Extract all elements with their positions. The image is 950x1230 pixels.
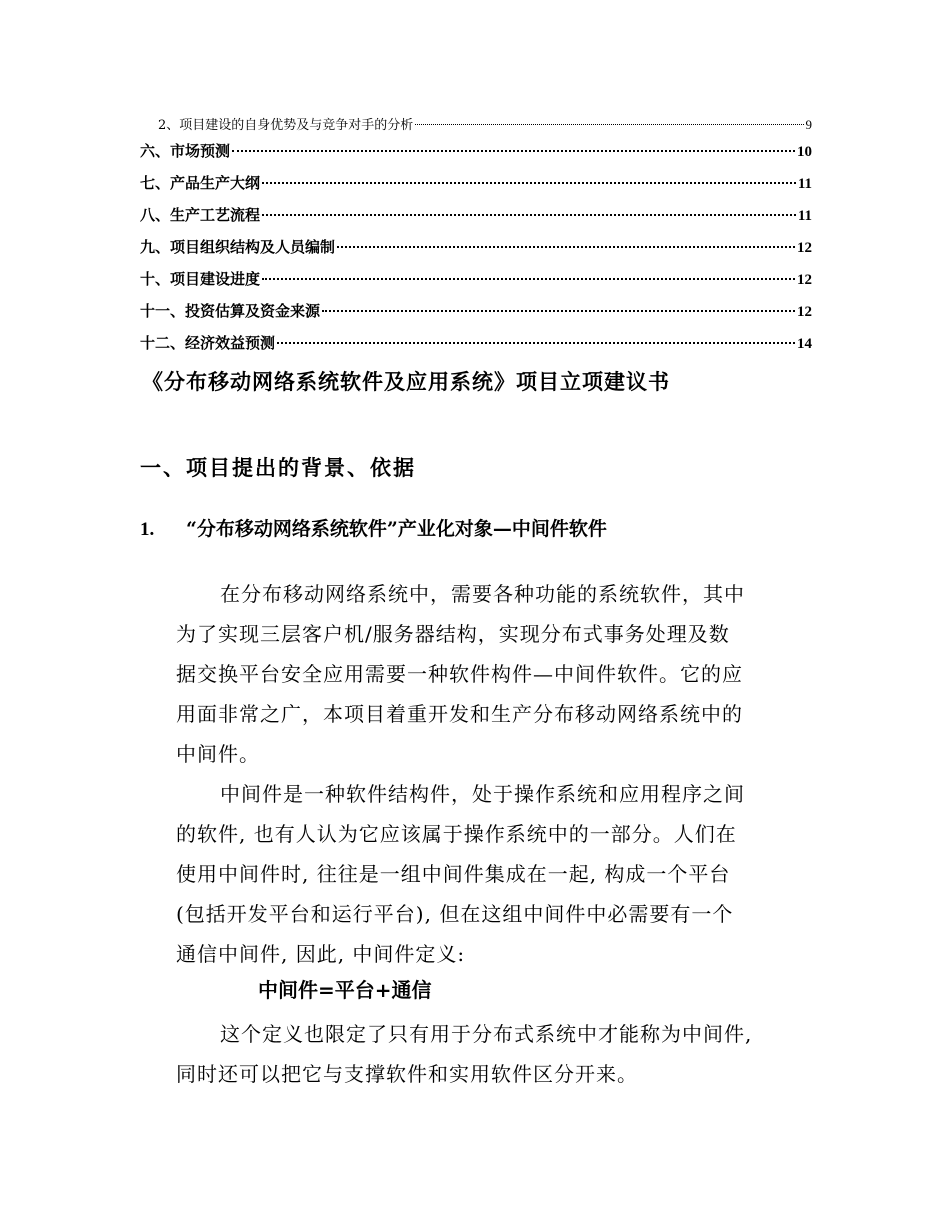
- toc-entry-label: 十一、投资估算及资金来源: [140, 302, 321, 320]
- toc-leader-dots: [322, 310, 795, 312]
- subsection-heading: [140, 514, 607, 541]
- toc-entry-label: 七、产品生产大纲: [140, 174, 261, 192]
- toc-entry-label: 六、市场预测: [140, 142, 231, 160]
- toc-entry[interactable]: [140, 332, 812, 364]
- toc-entry[interactable]: [140, 300, 812, 332]
- toc-entry-page: 12: [797, 240, 812, 256]
- paragraph-line: 这个定义也限定了只有用于分布式系统中才能称为中间件,: [220, 1022, 753, 1046]
- paragraph-line: (包括开发平台和运行平台), 但在这组中间件中必需要有一个: [176, 902, 734, 926]
- subsection-number: 1.: [140, 519, 155, 540]
- paragraph-line: 用面非常之广，本项目着重开发和生产分布移动网络系统中的: [176, 702, 743, 726]
- definition-formula: 中间件=平台+通信: [258, 978, 432, 1002]
- toc-leader-dots: [262, 182, 796, 184]
- body-paragraph: [176, 574, 816, 774]
- document-title: 《分布移动网络系统软件及应用系统》项目立项建议书: [142, 369, 670, 394]
- paragraph-line: 据交换平台安全应用需要一种软件构件—中间件软件。它的应: [176, 662, 743, 686]
- toc-leader-dots: [277, 342, 795, 344]
- toc-entry-label: 九、项目组织结构及人员编制: [140, 238, 336, 256]
- toc-entry-page: 11: [797, 176, 812, 192]
- toc-entry[interactable]: [140, 172, 812, 204]
- toc-entry[interactable]: [140, 236, 812, 268]
- paragraph-line: 中间件是一种软件结构件，处于操作系统和应用程序之间: [220, 782, 745, 806]
- paragraph-line: 的软件, 也有人认为它应该属于操作系统中的一部分。人们在: [176, 822, 737, 846]
- paragraph-line: 同时还可以把它与支撑软件和实用软件区分开来。: [176, 1062, 638, 1086]
- toc-entry[interactable]: [140, 140, 812, 172]
- toc-leader-dots: [262, 214, 796, 216]
- table-of-contents: [140, 114, 812, 364]
- section-heading: 一、项目提出的背景、依据: [140, 455, 416, 480]
- toc-entry[interactable]: [140, 204, 812, 236]
- toc-entry-page: 10: [797, 144, 812, 160]
- paragraph-line: 使用中间件时, 往往是一组中间件集成在一起, 构成一个平台: [176, 862, 731, 886]
- toc-entry[interactable]: [140, 114, 812, 140]
- subsection-title: “分布移动网络系统软件”产业化对象—中间件软件: [186, 518, 607, 540]
- toc-entry-page: 9: [805, 117, 812, 132]
- paragraph-line: 通信中间件, 因此, 中间件定义:: [176, 942, 466, 966]
- toc-entry-label: 2、项目建设的自身优势及与竞争对手的分析: [158, 118, 414, 133]
- toc-entry-label: 十二、经济效益预测: [140, 334, 276, 352]
- paragraph-line: 在分布移动网络系统中，需要各种功能的系统软件，其中: [220, 582, 745, 606]
- paragraph-line: 为了实现三层客户机/服务器结构，实现分布式事务处理及数: [176, 622, 730, 646]
- toc-entry-page: 12: [797, 304, 812, 320]
- toc-leader-dots: [337, 246, 795, 248]
- body-paragraph: [176, 774, 816, 974]
- toc-leader-dots: [232, 150, 795, 152]
- toc-entry-label: 十、项目建设进度: [140, 270, 261, 288]
- body-paragraph: [176, 1014, 816, 1094]
- toc-leader-dots: [262, 278, 795, 280]
- toc-leader-dots: [415, 124, 803, 125]
- paragraph-line: 中间件。: [176, 742, 260, 766]
- toc-entry[interactable]: [140, 268, 812, 300]
- toc-entry-label: 八、生产工艺流程: [140, 206, 261, 224]
- toc-entry-page: 12: [797, 272, 812, 288]
- toc-entry-page: 11: [797, 208, 812, 224]
- toc-entry-page: 14: [797, 336, 812, 352]
